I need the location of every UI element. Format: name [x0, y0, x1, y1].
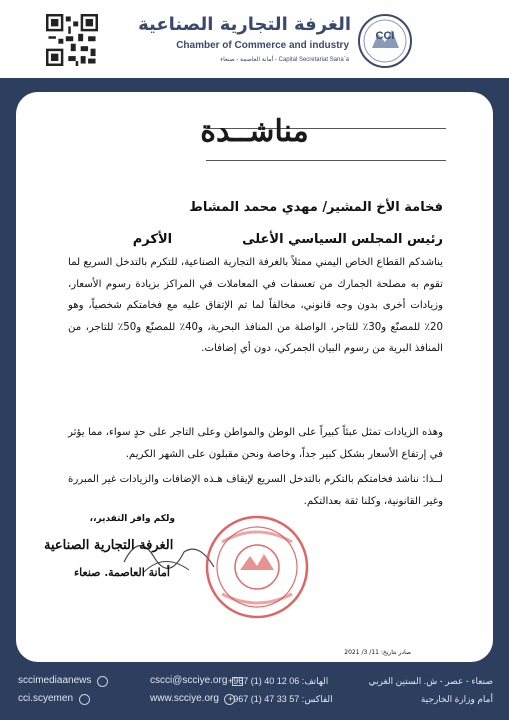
letterhead: [0, 0, 509, 78]
letter-card: [16, 92, 493, 662]
svg-text:CCI: CCI: [375, 30, 395, 42]
recipient-honorific: الأكرم: [132, 232, 173, 247]
paragraph-2: وهذه الزيادات تمثل عبئاً كبيراً على الوطن والمواطن وعلى التاجر على حدٍ سواء، مما يؤثر في إرتفاع الأسعار بشكل كبير جداً، وخاصة ونحن مقبلون على الشهر الكريم.: [68, 427, 443, 460]
social-link-1[interactable]: sccimediaanews: [18, 672, 108, 690]
chamber-title-english: Chamber of Commerce and industry: [176, 40, 349, 51]
facebook-icon: [79, 694, 90, 705]
recipient-line: فخامة الأخ المشير/ مهدي محمد المشاط: [189, 200, 443, 215]
qr-code-icon: [46, 14, 98, 66]
footer: [0, 662, 509, 720]
paragraph-1: يناشدكم القطاع الخاص اليمني ممثلاً بالغرفة التجارية الصناعية، للتكرم بالتدخل السريع لما تقوم به مصلحة الجمارك من تعسفات في المعاملات في المراكز بزيادة رسوم الأسعار، وزيادات أخرى بدون وجه قانوني، مخالفاً لما تم الإتفاق عليه مع فخامتكم شخصياً، وهو 20٪ للمصنّع و30٪ للتاجر، الواصلة من المنافذ البحرية، و40٪ للمصنّع و50٪ للتاجر، من المنافذ البرية من رسوم البيان الجمركي، دون أي إضافات.: [68, 257, 443, 354]
recipient-title: رئيس المجلس السياسي الأعلى: [242, 232, 443, 247]
contact-phone: [228, 672, 333, 708]
chamber-title-arabic: الغرفة التجارية الصناعية: [138, 14, 351, 35]
chamber-subtitle: Capital Secretariat Sana`a - أمانة العاصمة - صنعاء: [220, 57, 349, 63]
letter-heading: مناشــدة: [200, 114, 309, 149]
heading-rule-bottom: [206, 160, 446, 161]
chamber-logo-icon: [356, 12, 414, 70]
recipient-title-line: [133, 232, 443, 247]
signature-branch: أمانة العاصمة. صنعاء: [74, 566, 170, 579]
closing-line: ولكم وافر التقدير،،: [89, 514, 175, 524]
address-line-1: صنعاء - عصر - ش. الستين الغربي: [368, 676, 493, 686]
official-stamp-icon: [202, 512, 312, 622]
email-link[interactable]: cscci@scciye.org: [150, 672, 243, 690]
issue-date: صادر بتاريخ: 11/ 3/ 2021: [344, 649, 411, 656]
social-links: [18, 672, 108, 708]
signature-organization: الغرفة التجارية الصناعية: [44, 538, 174, 553]
instagram-icon: [97, 676, 108, 687]
paragraph-3: لــذا: نناشد فخامتكم بالتكرم بالتدخل السريع لإيقاف هـذه الإضافات والزيادات غير المبررة وغير القانونية، وكلنا ثقة بعدالتكم.: [68, 474, 443, 507]
phone-number: +967 (1) 40 12 06 :الهاتف: [228, 676, 329, 686]
website-link[interactable]: www.scciye.org: [150, 690, 243, 708]
address: [369, 672, 493, 708]
social-link-2[interactable]: cci.scyemen: [18, 690, 108, 708]
fax-number: +967 (1) 47 33 57 :الفاكس: [228, 694, 333, 704]
address-line-2: أمام وزارة الخارجية: [420, 694, 493, 704]
